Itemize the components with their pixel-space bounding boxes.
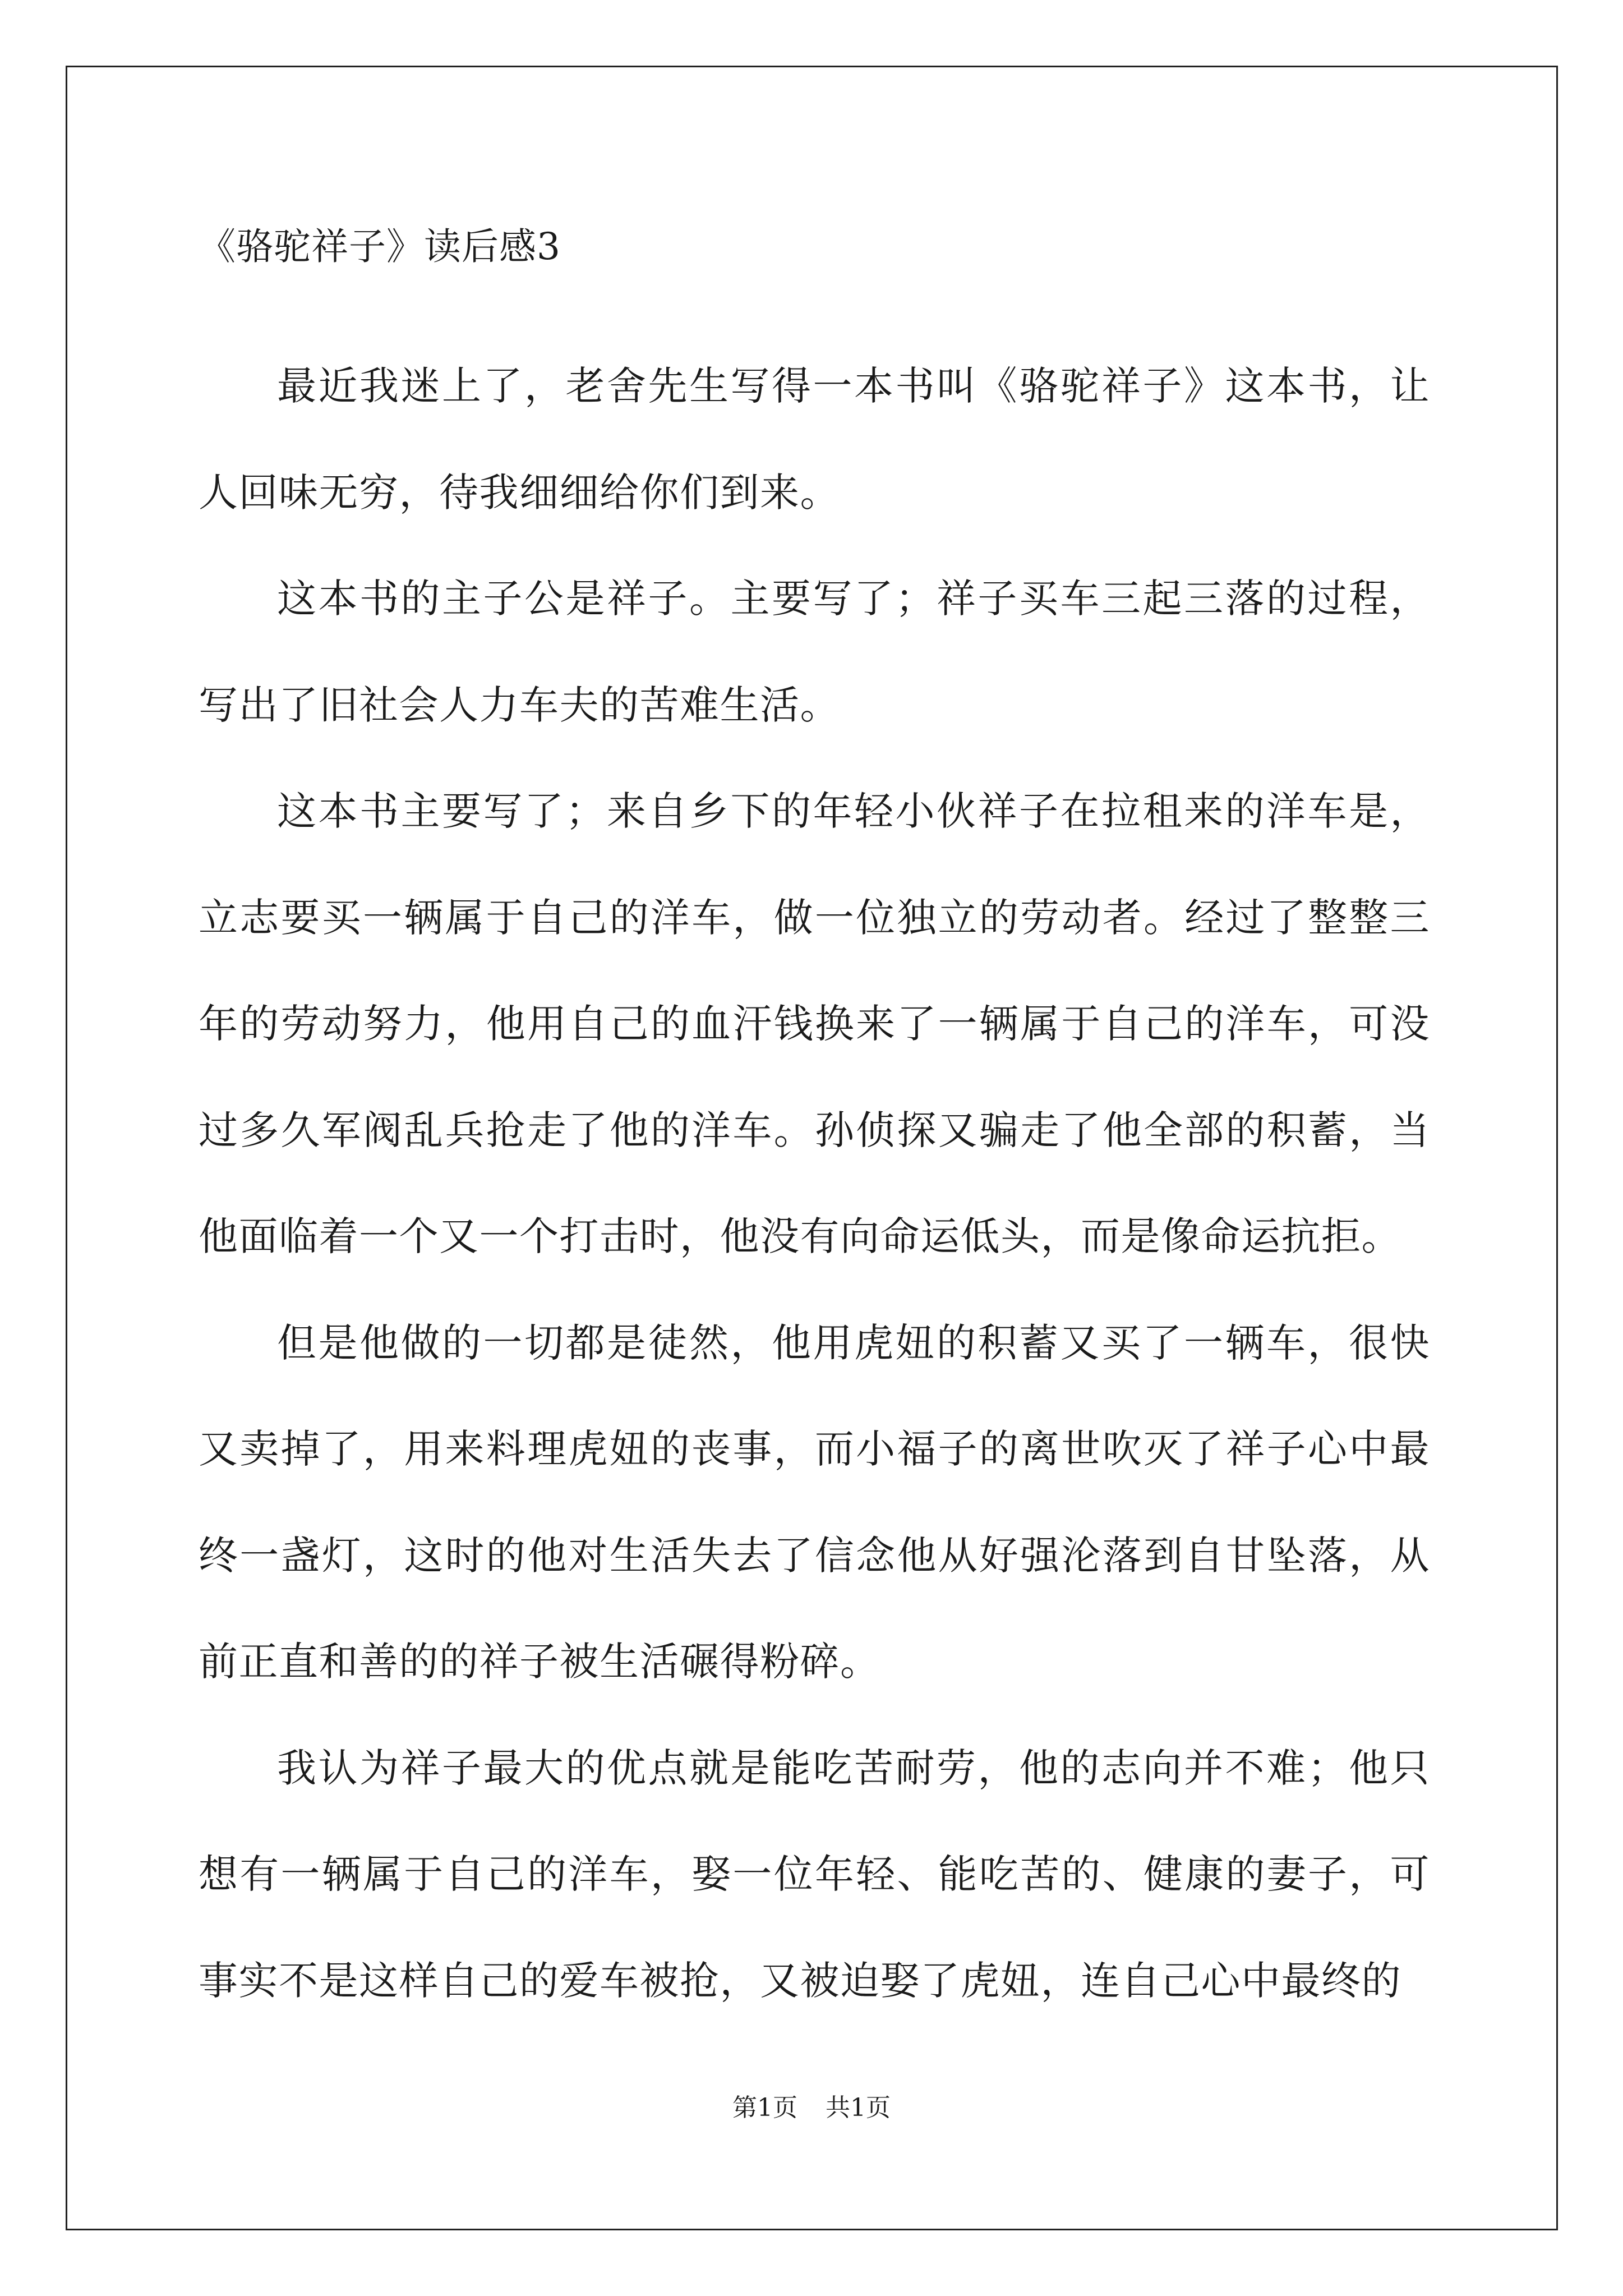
paragraph-1: 最近我迷上了，老舍先生写得一本书叫《骆驼祥子》这本书，让人回味无穷，待我细细给你们到来。 (199, 363, 1430, 516)
page-total: 共1页 (826, 2093, 891, 2122)
document-body (199, 333, 1430, 2034)
document-title: 《骆驼祥子》读后感3 (199, 225, 561, 268)
paragraph-4: 但是他做的一切都是徒然，他用虎妞的积蓄又买了一辆车，很快又卖掉了，用来料理虎妞的丧事，而小福子的离世吹灭了祥子心中最终一盏灯，这时的他对生活失去了信念他从好强沦落到自甘坠落，从前正直和善的的祥子被生活碾得粉碎。 (199, 1319, 1430, 1685)
page-number: 第1页 (732, 2093, 797, 2122)
paragraph-2: 这本书的主子公是祥子。主要写了；祥子买车三起三落的过程，写出了旧社会人力车夫的苦难生活。 (199, 576, 1430, 728)
page-footer (0, 2091, 1623, 2125)
paragraph-3: 这本书主要写了；来自乡下的年轻小伙祥子在拉租来的洋车是，立志要买一辆属于自己的洋车，做一位独立的劳动者。经过了整整三年的劳动努力，他用自己的血汗钱换来了一辆属于自己的洋车，可没过多久军阀乱兵抢走了他的洋车。孙侦探又骗走了他全部的积蓄，当他面临着一个又一个打击时，他没有向命运低头，而是像命运抗拒。 (199, 788, 1430, 1259)
paragraph-5: 我认为祥子最大的优点就是能吃苦耐劳，他的志向并不难；他只想有一辆属于自己的洋车，娶一位年轻、能吃苦的、健康的妻子，可事实不是这样自己的爱车被抢，又被迫娶了虎妞，连自己心中最终的 (199, 1745, 1430, 2004)
